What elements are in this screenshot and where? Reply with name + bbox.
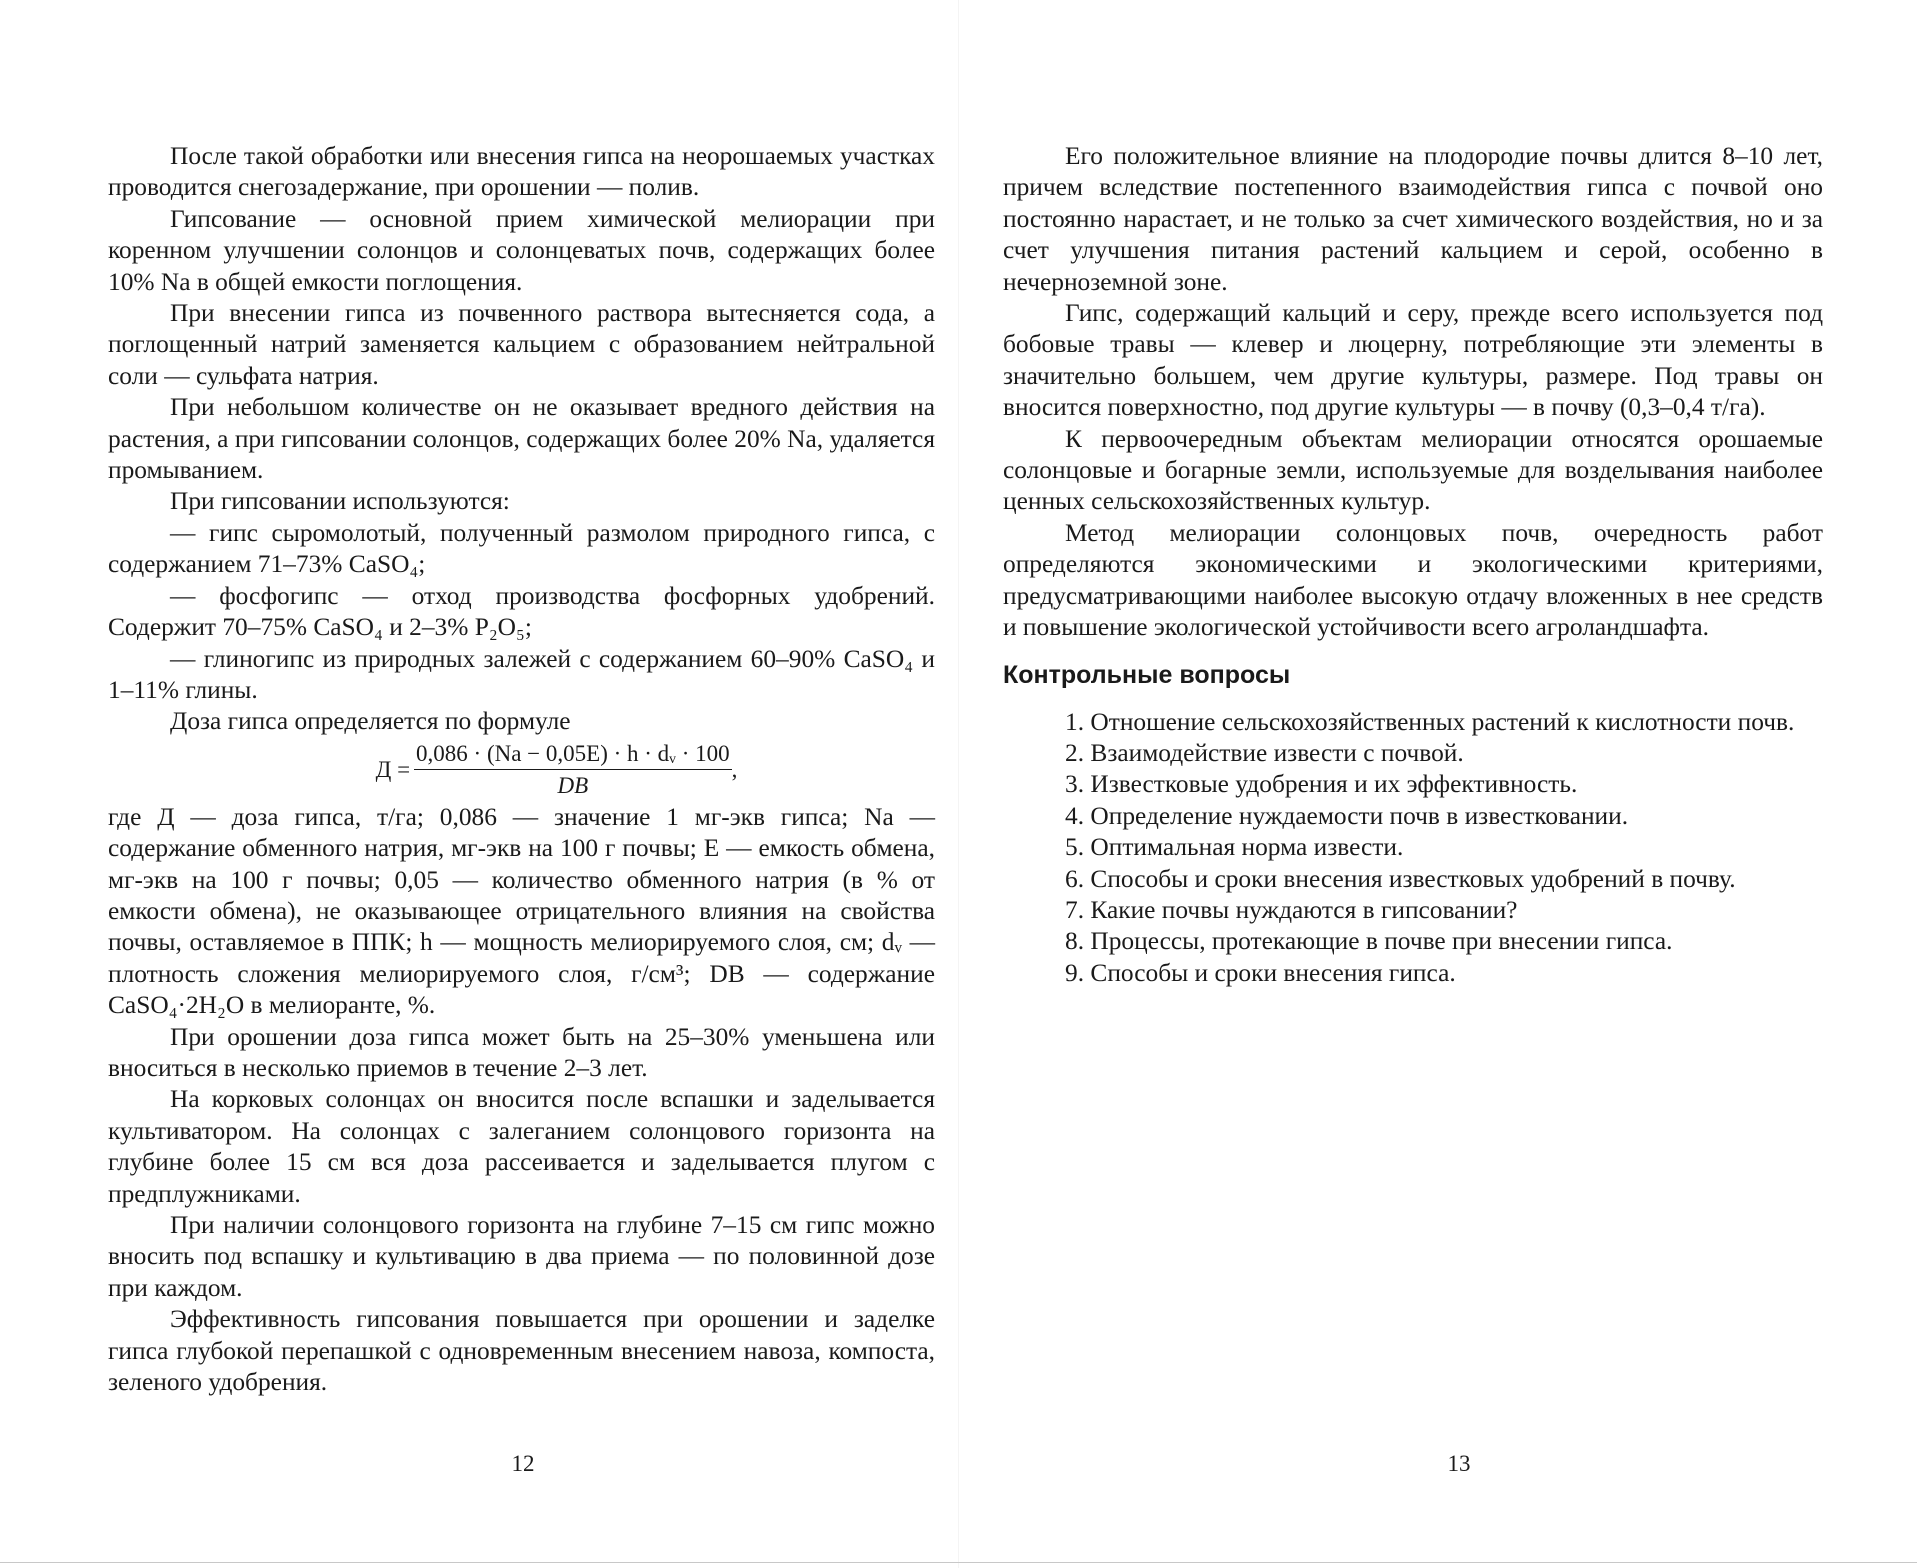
- question-item: 4. Определение нуждаемости почв в известковании.: [1065, 801, 1629, 830]
- paragraph: При орошении доза гипса может быть на 25–30% уменьшена или вноситься в несколько приемов в течение 2–3 лет.: [108, 1022, 935, 1082]
- paragraph: После такой обработки или внесения гипса на неорошаемых участках проводится снегозадержание, при орошении — полив.: [108, 142, 935, 202]
- formula-numerator: 0,086 · (Na − 0,05E) · h · dᵥ · 100: [414, 740, 732, 770]
- list-item: — гипс сыромолотый, полученный размолом природного гипса, с содержанием 71–73% CaSO₄;: [108, 518, 935, 579]
- right-text-block: [1003, 141, 1823, 989]
- formula-trailing: ,: [731, 757, 738, 783]
- question-item: 3. Известковые удобрения и их эффективность.: [1065, 770, 1578, 799]
- paragraph: На корковых солонцах он вносится после вспашки и заделывается культиватором. На солонцах с залеганием солонцового горизонта на глубине более 15 см вся доза рассеивается и заделывается плугом с предплужниками.: [108, 1085, 935, 1208]
- right-page: [958, 0, 1917, 1568]
- formula-lhs: Д =: [375, 757, 411, 783]
- paragraph: Доза гипса определяется по формуле: [170, 707, 571, 736]
- section-heading: Контрольные вопросы: [1003, 660, 1291, 689]
- question-item: 8. Процессы, протекающие в почве при внесении гипса.: [1065, 927, 1673, 956]
- questions-list: [1003, 707, 1823, 990]
- paragraph: При небольшом количестве он не оказывает вредного действия на растения, а при гипсовании солонцов, содержащих более 20% Na, удаляется промыванием.: [108, 393, 935, 485]
- paragraph: Гипсование — основной прием химической мелиорации при коренном улучшении солонцов и солонцеватых почв, содержащих более 10% Na в общей емкости поглощения.: [108, 204, 935, 296]
- paragraph: Его положительное влияние на плодородие почвы длится 8–10 лет, причем вследствие постепенного взаимодействия гипса с почвой оно постоянно нарастает, и не только за счет химического воздействия, но и за счет улучшения питания растений кальцием и серой, особенно в нечерноземной зоне.: [1003, 142, 1823, 296]
- formula-fraction: [414, 740, 732, 799]
- question-item: 1. Отношение сельскохозяйственных растений к кислотности почв.: [1065, 707, 1795, 736]
- page-number: 13: [1447, 1451, 1471, 1476]
- question-item: 2. Взаимодействие извести с почвой.: [1065, 738, 1464, 767]
- scan-edge: [0, 1562, 1917, 1563]
- paragraph: При внесении гипса из почвенного раствора вытесняется сода, а поглощенный натрий заменяется кальцием с образованием нейтральной соли — сульфата натрия.: [108, 299, 935, 390]
- page-number: 12: [511, 1451, 535, 1476]
- paragraph: Гипс, содержащий кальций и серу, прежде всего используется под бобовые травы — клевер и люцерну, потребляющие эти элементы в значительно большем, чем другие культуры, размере. Под травы он вносится поверхностно, под другие культуры — в почву (0,3–0,4 т/га).: [1003, 299, 1823, 422]
- left-text-block: [108, 141, 935, 1398]
- paragraph: Эффективность гипсования повышается при орошении и заделке гипса глубокой перепашкой с одновременным внесением навоза, компоста, зеленого удобрения.: [108, 1305, 935, 1397]
- formula-denominator: DB: [557, 773, 589, 799]
- left-page: [0, 0, 958, 1568]
- question-item: 6. Способы и сроки внесения известковых удобрений в почву.: [1065, 864, 1736, 893]
- question-item: 9. Способы и сроки внесения гипса.: [1065, 958, 1456, 987]
- list-item: — фосфогипс — отход производства фосфорных удобрений. Содержит 70–75% CaSO₄ и 2–3% P₂O₅;: [108, 581, 935, 642]
- paragraph: При наличии солонцового горизонта на глубине 7–15 см гипс можно вносить под вспашку и культивацию в два приема — по половинной дозе при каждом.: [108, 1211, 935, 1302]
- question-item: 5. Оптимальная норма извести.: [1065, 833, 1404, 862]
- paragraph: При гипсовании используются:: [170, 487, 510, 516]
- paragraph: Метод мелиорации солонцовых почв, очередность работ определяются экономическими и экологическими критериями, предусматривающими наиболее высокую отдачу вложенных в нее средств и повышение экологической устойчивости всего агроландшафта.: [1003, 518, 1823, 642]
- gypsum-dose-formula: [108, 738, 935, 802]
- list-item: — глиногипс из природных залежей с содержанием 60–90% CaSO₄ и 1–11% глины.: [108, 644, 935, 704]
- question-item: 7. Какие почвы нуждаются в гипсовании?: [1065, 895, 1518, 924]
- paragraph: где Д — доза гипса, т/га; 0,086 — значение 1 мг-экв гипса; Na — содержание обменного натрия, мг-экв на 100 г почвы; E — емкость обмена, мг-экв на 100 г почвы; 0,05 — количество обменного натрия (в % от емкости обмена), не оказывающее отрицательного влияния на свойства почвы, оставляемое в ППК; h — мощность мелиорируемого слоя, см; dᵥ — плотность сложения мелиорируемого слоя, г/см³; DB — содержание CaSO₄·2H₂O в мелиоранте, %.: [108, 802, 935, 1020]
- paragraph: К первоочередным объектам мелиорации относятся орошаемые солонцовые и богарные земли, используемые для возделывания наиболее ценных сельскохозяйственных культур.: [1003, 424, 1823, 516]
